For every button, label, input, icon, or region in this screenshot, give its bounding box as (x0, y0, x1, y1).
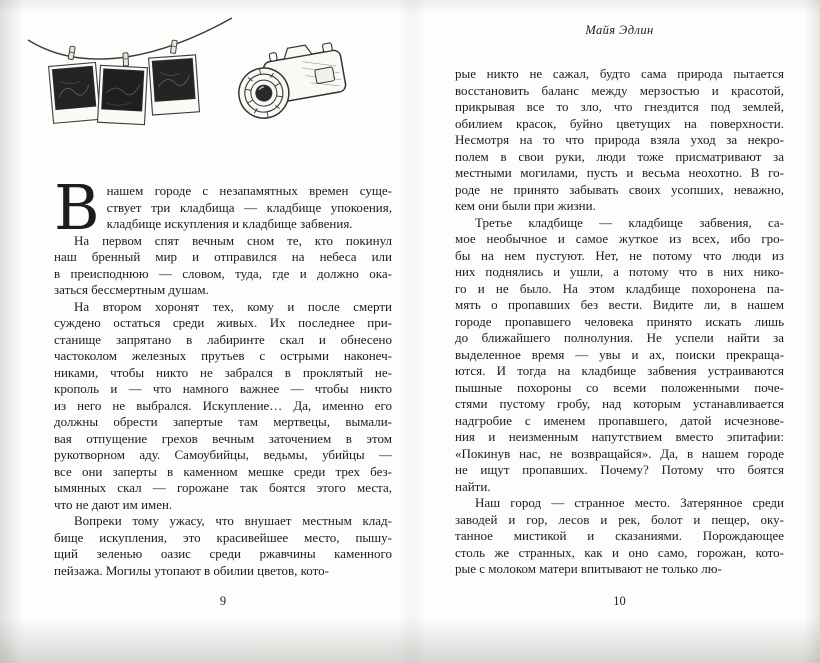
text-line: городе пропавшего человека принято искать лишь (455, 313, 784, 329)
text-line: восстановить баланс между мерзостью и красотой, (455, 82, 784, 98)
page-shadow-right (804, 0, 820, 663)
clothesline-string (28, 18, 232, 59)
text-line: что не дают им имен. (54, 496, 173, 512)
left-page-text (54, 171, 392, 579)
text-line: обилием красок, буйно цветущих на поверхности. (455, 115, 784, 131)
text-line: ния и неизменным напутствием вместо эпитафии: (455, 429, 784, 444)
text-line: надгробие с именем пропавшего, датой исчезнове- (455, 412, 784, 428)
text-line: бы на нем пустуют. Нет, не потому что люди из (455, 247, 784, 263)
vintage-camera-icon (228, 36, 356, 124)
text-line: пейзажа. Могилы утопают в обилии цветов, кото- (54, 562, 329, 578)
text-line: них поднялись и ушли, а потому что в них нико- (455, 264, 784, 279)
paragraphs (54, 171, 392, 579)
text-line: «Покинув нас, не возвращайся». Да, в нашем городе (455, 445, 784, 461)
page-number-right: 10 (613, 594, 626, 608)
page-shadow-top (0, 0, 820, 14)
page-shadow-left (0, 0, 22, 663)
text-line: в преисподнюю — словом, туда, где и должно ока- (54, 265, 392, 281)
paragraph (455, 215, 784, 496)
text-line: ствует три кладбища — кладбище упокоения, (106, 199, 392, 215)
text-line: Вопреки тому ужасу, что внушает местным клад- (74, 513, 392, 528)
paragraphs (455, 66, 784, 578)
text-line: станище запрятано в лабиринте скал и обнесено (54, 331, 392, 347)
page-shadow-bottom (0, 617, 820, 663)
paragraph (54, 513, 392, 579)
polaroid-photos-illustration (26, 14, 236, 142)
text-line: заться бессмертным душам. (54, 282, 209, 297)
polaroid-photo (149, 55, 200, 115)
text-line: рые с молоком матери впитывают не только лю- (455, 561, 722, 576)
text-line: бище искупления, это красивейшее место, пышу- (54, 529, 392, 545)
text-line: пышные похороны со всеми положенными поче- (455, 379, 784, 395)
clothespin-icon (123, 53, 129, 66)
text-line: суждено остаться среди живых. Их последнее при- (54, 315, 392, 330)
text-line: мять о пропавших без вести. Видите ли, в нашем (455, 297, 784, 312)
text-line: наш бренный мир и отправился на небеса или (54, 249, 392, 264)
paragraph (455, 66, 784, 215)
text-line: стями пустому гробу, над которым устанавливается (455, 396, 784, 411)
text-line: должны обрести запертые там мертвецы, вымали- (54, 414, 392, 429)
text-line: выделенное время — увы и ах, поиски прекраща- (455, 346, 784, 362)
text-line: местными могилами, пусть и весьма неохотно. В го- (455, 165, 784, 180)
text-line: столь же странных, как и оно само, горожан, кото- (455, 544, 784, 560)
text-line: Несмотря на то что природа взяла уход за некро- (455, 132, 784, 147)
paragraph (455, 495, 784, 578)
text-line: нашем городе с незапамятных времен суще- (106, 183, 392, 198)
running-header: Майя Эдлин (585, 23, 654, 37)
drop-cap: В (54, 171, 100, 244)
text-line: кладбище искупления и кладбище забвения. (106, 216, 353, 231)
text-line: мое необычное и самое жуткое из всех, ибо гро- (455, 231, 784, 246)
text-line: заводей и гор, лесов и рек, болот и пещер, оку- (455, 511, 784, 527)
text-line: полем в свои руки, люди тоже присматривают за (455, 148, 784, 164)
text-line: ются. И тогда на кладбище забвения устраиваются (455, 363, 784, 378)
text-line: кем они были при жизни. (455, 198, 596, 213)
text-line: На втором хоронят тех, кому и после смерти (74, 298, 392, 314)
text-line: го и не было. На этом кладбище похоронена па- (455, 280, 784, 296)
text-line: роде не принято забывать своих усопших, неважно, (455, 181, 784, 197)
text-line: не ищут пропавших. Почему? Потому что боятся (455, 462, 784, 477)
text-line: рукотворном аду. Самоубийцы, ведьмы, убийцы — (54, 447, 392, 462)
text-line: вая отпущение грехов вечным заточением в этом (54, 430, 392, 446)
text-line: до ближайшего полнолуния. Не успели найти за (455, 330, 784, 345)
polaroid-photo (98, 65, 148, 124)
text-line: найти. (455, 478, 491, 494)
book-spine-shading (398, 0, 426, 663)
text-line: частоколом железных прутьев с острыми наконеч- (54, 348, 392, 363)
paragraph (54, 299, 392, 514)
text-line: ымянных скал — горожане так боятся этого места, (54, 480, 392, 495)
text-line: щий зеленью оазис среди ржавчины каменного (54, 546, 392, 561)
right-page-text (455, 66, 784, 578)
text-line: рые никто не сажал, будто сама природа пытается (455, 66, 784, 81)
page-number-left: 9 (219, 594, 227, 608)
text-line: На первом спят вечным сном те, кто покинул (74, 232, 392, 248)
text-line: Третье кладбище — кладбище забвения, са- (475, 214, 784, 230)
clothespin-icon (170, 40, 177, 54)
polaroid-photo (49, 62, 101, 123)
text-line: крополь и — что намного важнее — чтобы никто (54, 381, 392, 396)
text-line: все они заперты в каменном мешке среди трех без- (54, 463, 392, 479)
text-line: никами, чтобы никто не забрался в проклятый не- (54, 364, 392, 380)
text-line: из него не выбрался. Искупление… Да, именно его (54, 397, 392, 413)
paragraph (54, 233, 392, 299)
text-line: танное мистикой и сказаниями. Порождающее (455, 528, 784, 543)
text-line: прикрывая все то зло, что гнездится под землей, (455, 99, 784, 114)
text-line: Наш город — странное место. Затерянное среди (475, 495, 784, 510)
